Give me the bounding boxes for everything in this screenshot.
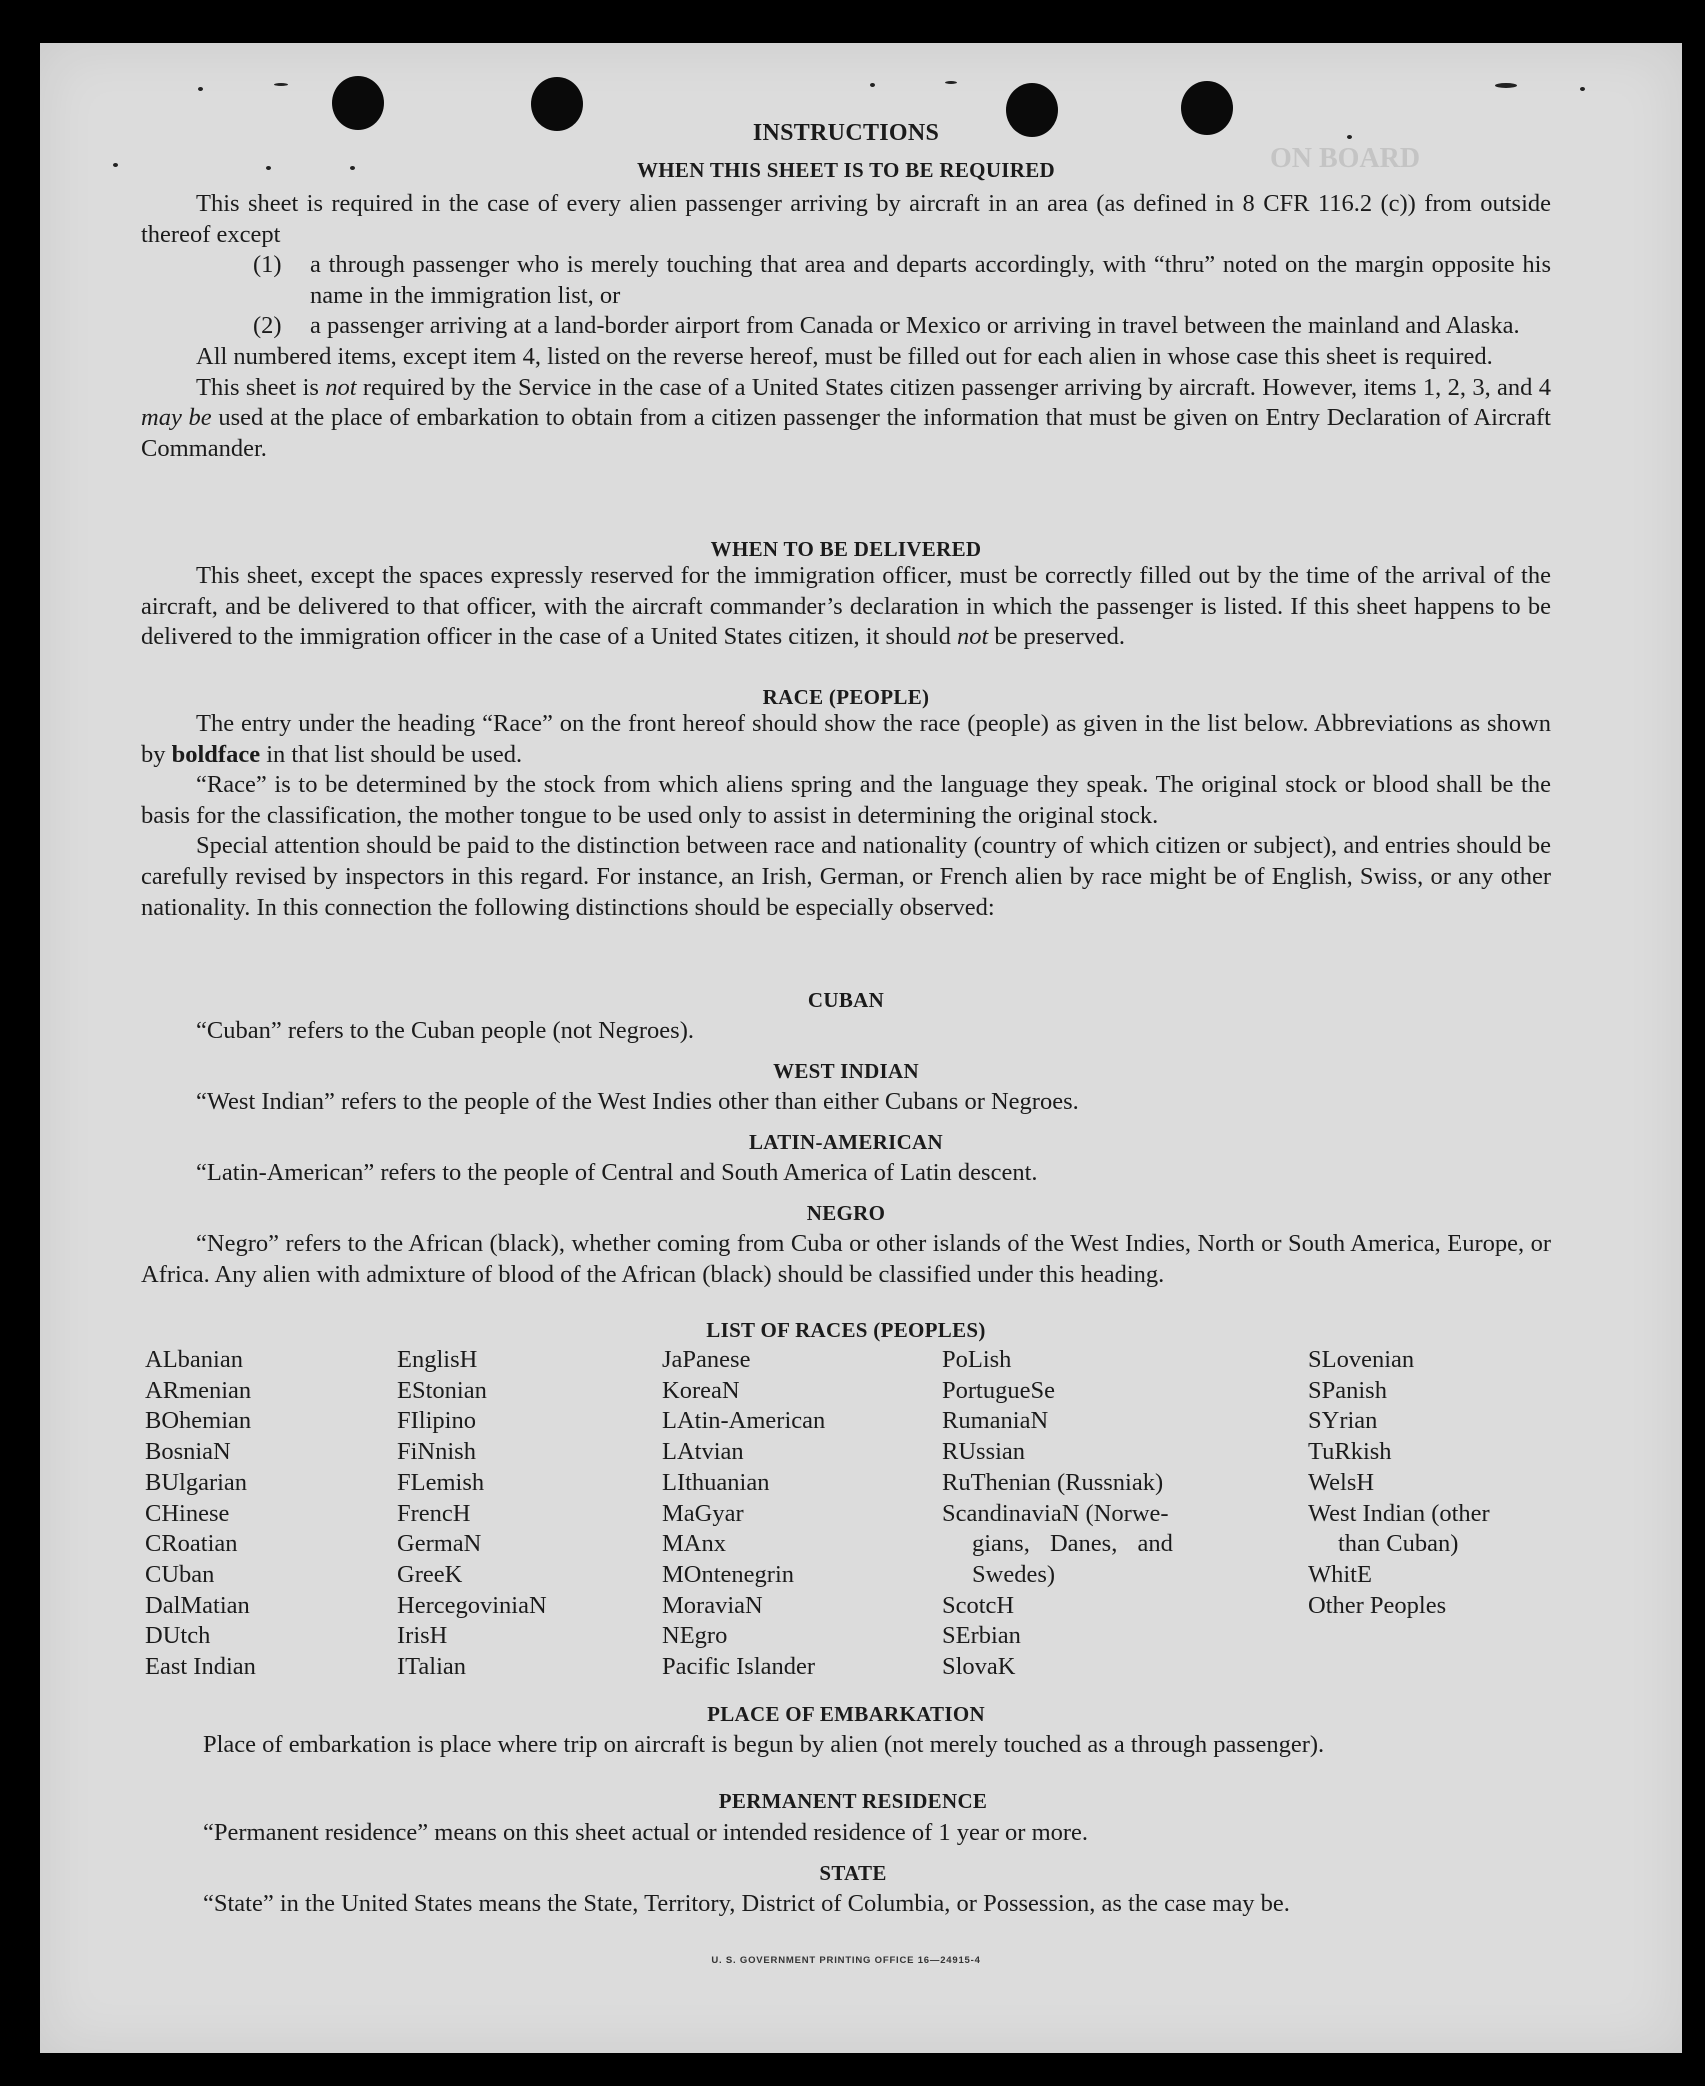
race-para-2: “Race” is to be determined by the stock from which aliens spring and the language they speak. The original stock or blood shall be the basis for the classification, the mother tongue to be used only to assist in determining the original stock. (141, 771, 1551, 829)
race-item: RUssian (942, 1438, 1026, 1466)
heading-latin-american: LATIN-AMERICAN (749, 1130, 943, 1154)
race-item: FiNnish (397, 1438, 476, 1466)
heading-permanent-residence: PERMANENT RESIDENCE (718, 1789, 988, 1813)
race-item: RumaniaN (942, 1407, 1049, 1435)
required-para-3: This sheet is not required by the Service in the case of a United States citizen passenger arriving by aircraft. However, items 1, 2, 3, and 4 may be used at the place of embarkation to obtain from a citizen passenger the information that must be given on Entry Declaration of Aircraft Commander. (141, 373, 1551, 462)
race-item: WhitE (1308, 1560, 1372, 1588)
heading-cuban: CUBAN (807, 988, 885, 1012)
race-column-1 (145, 1345, 256, 1683)
required-intro: This sheet is required in the case of every alien passenger arriving by aircraft in an area (as defined in 8 CFR 116.2 (c)) from outside thereof except (141, 190, 1551, 248)
race-item: MaGyar (662, 1499, 744, 1527)
race-item: WelsH (1308, 1468, 1375, 1496)
race-column-4 (942, 1345, 1242, 1683)
race-item: MoraviaN (662, 1591, 763, 1619)
race-column-5 (1308, 1345, 1490, 1621)
race-item: SLovenian (1308, 1346, 1415, 1373)
race-item: GermaN (397, 1530, 482, 1558)
race-item: Other Peoples (1308, 1591, 1447, 1619)
heading-when-delivered: WHEN TO BE DELIVERED (710, 537, 982, 561)
race-item: LAtvian (662, 1438, 744, 1466)
race-item: MAnx (662, 1530, 726, 1558)
race-item: TuRkish (1308, 1438, 1392, 1466)
race-item: SYrian (1308, 1407, 1378, 1435)
race-item: DUtch (145, 1622, 211, 1650)
heading-state: STATE (819, 1861, 887, 1885)
race-item: gians, Danes, and (972, 1530, 1173, 1558)
embarkation-text: Place of embarkation is place where trip on aircraft is begun by alien (not merely touched as a through passenger). (203, 1731, 1325, 1758)
race-item: EStonian (397, 1376, 487, 1404)
race-item: FIlipino (397, 1407, 476, 1435)
race-item: NEgro (662, 1622, 728, 1650)
state-text: “State” in the United States means the State, Territory, District of Columbia, or Possession, as the case may be. (203, 1890, 1290, 1917)
race-item: FLemish (397, 1468, 485, 1496)
race-item: Pacific Islander (662, 1653, 816, 1681)
document-page: ON BOARD (40, 43, 1682, 2053)
required-item-1: (1) a through passenger who is merely touching that area and departs accordingly, with “thru” noted on the margin opposite his name in the immigration list, or (253, 251, 1551, 309)
race-item: KoreaN (662, 1376, 740, 1404)
race-item: SPanish (1308, 1376, 1387, 1404)
page-title: INSTRUCTIONS (752, 120, 940, 146)
section-residence (148, 1818, 1558, 1849)
heading-place-of-embarkation: PLACE OF EMBARKATION (707, 1702, 985, 1726)
heading-list-of-races: LIST OF RACES (PEOPLES) (706, 1318, 986, 1342)
west-indian-text: “West Indian” refers to the people of the West Indies other than either Cubans or Negroes. (196, 1088, 1079, 1115)
section-embarkation (148, 1730, 1558, 1761)
heading-negro: NEGRO (806, 1201, 886, 1225)
race-item: PoLish (942, 1346, 1012, 1373)
negro-text: “Negro” refers to the African (black), whether coming from Cuba or other islands of the West Indies, North or South America, Europe, or Africa. Any alien with admixture of blood of the African (black) should be classified under this heading. (141, 1230, 1551, 1288)
race-item: PortugueSe (942, 1376, 1055, 1404)
race-item: EnglisH (397, 1346, 478, 1373)
race-item: FrencH (397, 1499, 471, 1527)
printer-imprint: U. S. GOVERNMENT PRINTING OFFICE 16—24915-4 (711, 1955, 981, 1966)
heading-when-required: WHEN THIS SHEET IS TO BE REQUIRED (636, 158, 1055, 182)
race-para-3: Special attention should be paid to the distinction between race and nationality (country of which citizen or subject), and entries should be carefully revised by inspectors in this regard. For instance, an Irish, German, or French alien by race might be of English, Swiss, or any other nationality. In this connection the following distinctions should be especially observed: (141, 832, 1551, 921)
latin-american-text: “Latin-American” refers to the people of Central and South America of Latin descent. (196, 1159, 1038, 1186)
heading-race: RACE (PEOPLE) (762, 685, 930, 709)
required-para-2: All numbered items, except item 4, listed on the reverse hereof, must be filled out for each alien in whose case this sheet is required. (196, 342, 1493, 370)
race-item: DalMatian (145, 1591, 250, 1619)
section-latin-american (141, 1158, 1551, 1189)
race-item: ALbanian (145, 1346, 243, 1373)
section-required (141, 189, 1551, 464)
section-negro (141, 1229, 1551, 1290)
section-race (141, 709, 1551, 923)
race-list (145, 1345, 1565, 1685)
race-item: IrisH (397, 1622, 448, 1650)
section-cuban (141, 1016, 1551, 1047)
heading-west-indian: WEST INDIAN (773, 1059, 919, 1083)
race-item: JaPanese (662, 1346, 751, 1373)
section-delivered (141, 561, 1551, 653)
race-item: CHinese (145, 1499, 230, 1527)
section-west-indian (141, 1087, 1551, 1118)
race-item: LIthuanian (662, 1468, 770, 1496)
race-item: CRoatian (145, 1530, 238, 1558)
race-item: ScotcH (942, 1591, 1015, 1619)
race-item: BosniaN (145, 1438, 231, 1466)
race-item: than Cuban) (1338, 1530, 1459, 1558)
race-item: RuThenian (Russniak) (942, 1468, 1164, 1496)
race-item: MOntenegrin (662, 1560, 794, 1588)
cuban-text: “Cuban” refers to the Cuban people (not Negroes). (196, 1017, 694, 1044)
race-item: Swedes) (972, 1560, 1056, 1588)
race-item: West Indian (other (1308, 1499, 1490, 1527)
delivered-text: This sheet, except the spaces expressly reserved for the immigration officer, must be correctly filled out by the time of the arrival of the aircraft, and be delivered to that officer, with the aircraft commander’s declaration in which the passenger is listed. If this sheet happens to be delivered to the immigration officer in the case of a United States citizen, it should not be preserved. (141, 562, 1551, 651)
required-item-2: (2) a passenger arriving at a land-border airport from Canada or Mexico or arriving in travel between the mainland and Alaska. (253, 312, 1520, 340)
race-item: ScandinaviaN (Norwe- (942, 1499, 1169, 1527)
race-item: BUlgarian (145, 1468, 248, 1496)
race-item: East Indian (145, 1653, 256, 1681)
race-item: LAtin-American (662, 1407, 826, 1435)
race-para-1: The entry under the heading “Race” on the front hereof should show the race (people) as given in the list below. Abbreviations as shown by boldface in that list should be used. (141, 710, 1551, 768)
race-column-3 (662, 1345, 825, 1683)
race-item: ARmenian (145, 1376, 252, 1404)
race-item: ITalian (397, 1653, 467, 1681)
race-column-2 (397, 1345, 547, 1683)
race-item: SErbian (942, 1622, 1021, 1650)
race-item: CUban (145, 1560, 215, 1588)
race-item: SlovaK (942, 1653, 1016, 1681)
race-item: BOhemian (145, 1407, 252, 1435)
residence-text: “Permanent residence” means on this sheet actual or intended residence of 1 year or more. (203, 1819, 1089, 1846)
race-item: HercegoviniaN (397, 1591, 547, 1619)
section-state (148, 1889, 1558, 1920)
race-item: GreeK (397, 1560, 463, 1588)
